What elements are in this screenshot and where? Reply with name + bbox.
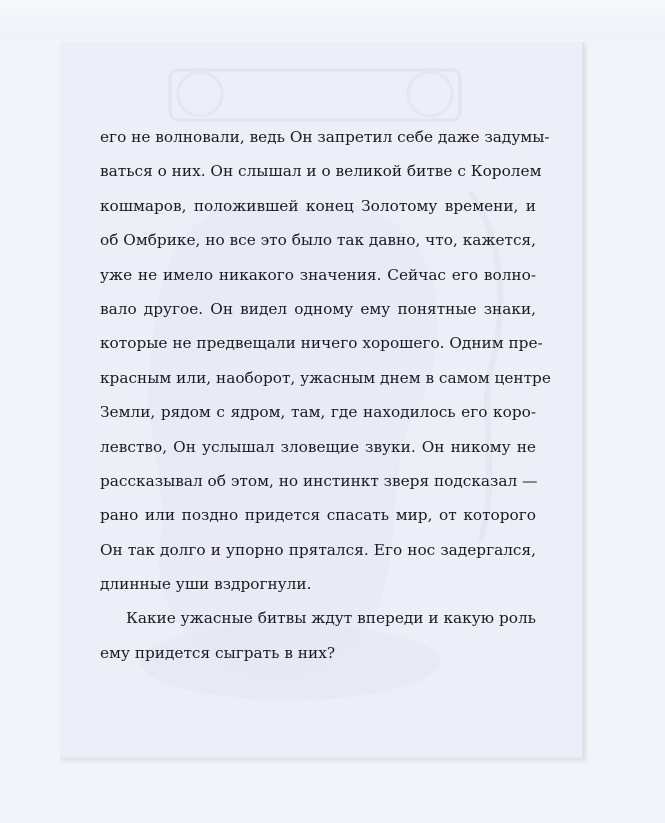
- paragraph-2: [100, 601, 536, 670]
- text-line: Он так долго и упорно прятался. Его нос задергался,: [100, 540, 536, 559]
- text-line: красным или, наоборот, ужасным днем в самом центре: [100, 368, 551, 387]
- text-line: об Омбрике, но все это было так давно, что, кажется,: [100, 231, 537, 250]
- text-line: которые не предвещали ничего хорошего. Одним пре-: [100, 334, 543, 353]
- book-page: [60, 42, 584, 759]
- text-line: рассказывал об этом, но инстинкт зверя подсказал —: [100, 471, 538, 490]
- text-line: ему придется сыграть в них?: [100, 643, 336, 662]
- ghost-ornament-right: [408, 72, 452, 116]
- scan-margin: [0, 0, 665, 40]
- text-line: левство, Он услышал зловещие звуки. Он никому не: [100, 437, 536, 456]
- text-line: Земли, рядом с ядром, там, где находилось его коро-: [100, 403, 536, 422]
- body-text: [100, 120, 551, 670]
- text-line: Какие ужасные битвы ждут впереди и какую роль: [126, 609, 536, 628]
- text-line: рано или поздно придется спасать мир, от которого: [100, 506, 536, 525]
- text-line: длинные уши вздрогнули.: [100, 575, 312, 594]
- ghost-ornament-left: [178, 72, 222, 116]
- text-line: ваться о них. Он слышал и о великой битве с Королем: [100, 162, 542, 181]
- text-line: уже не имело никакого значения. Сейчас его волно-: [100, 265, 536, 284]
- text-line: кошмаров, положившей конец Золотому времени, и: [100, 196, 536, 215]
- text-line: его не волновали, ведь Он запретил себе даже задумы-: [100, 128, 550, 146]
- text-line: вало другое. Он видел одному ему понятные знаки,: [100, 299, 536, 318]
- paragraph-1: [100, 120, 551, 601]
